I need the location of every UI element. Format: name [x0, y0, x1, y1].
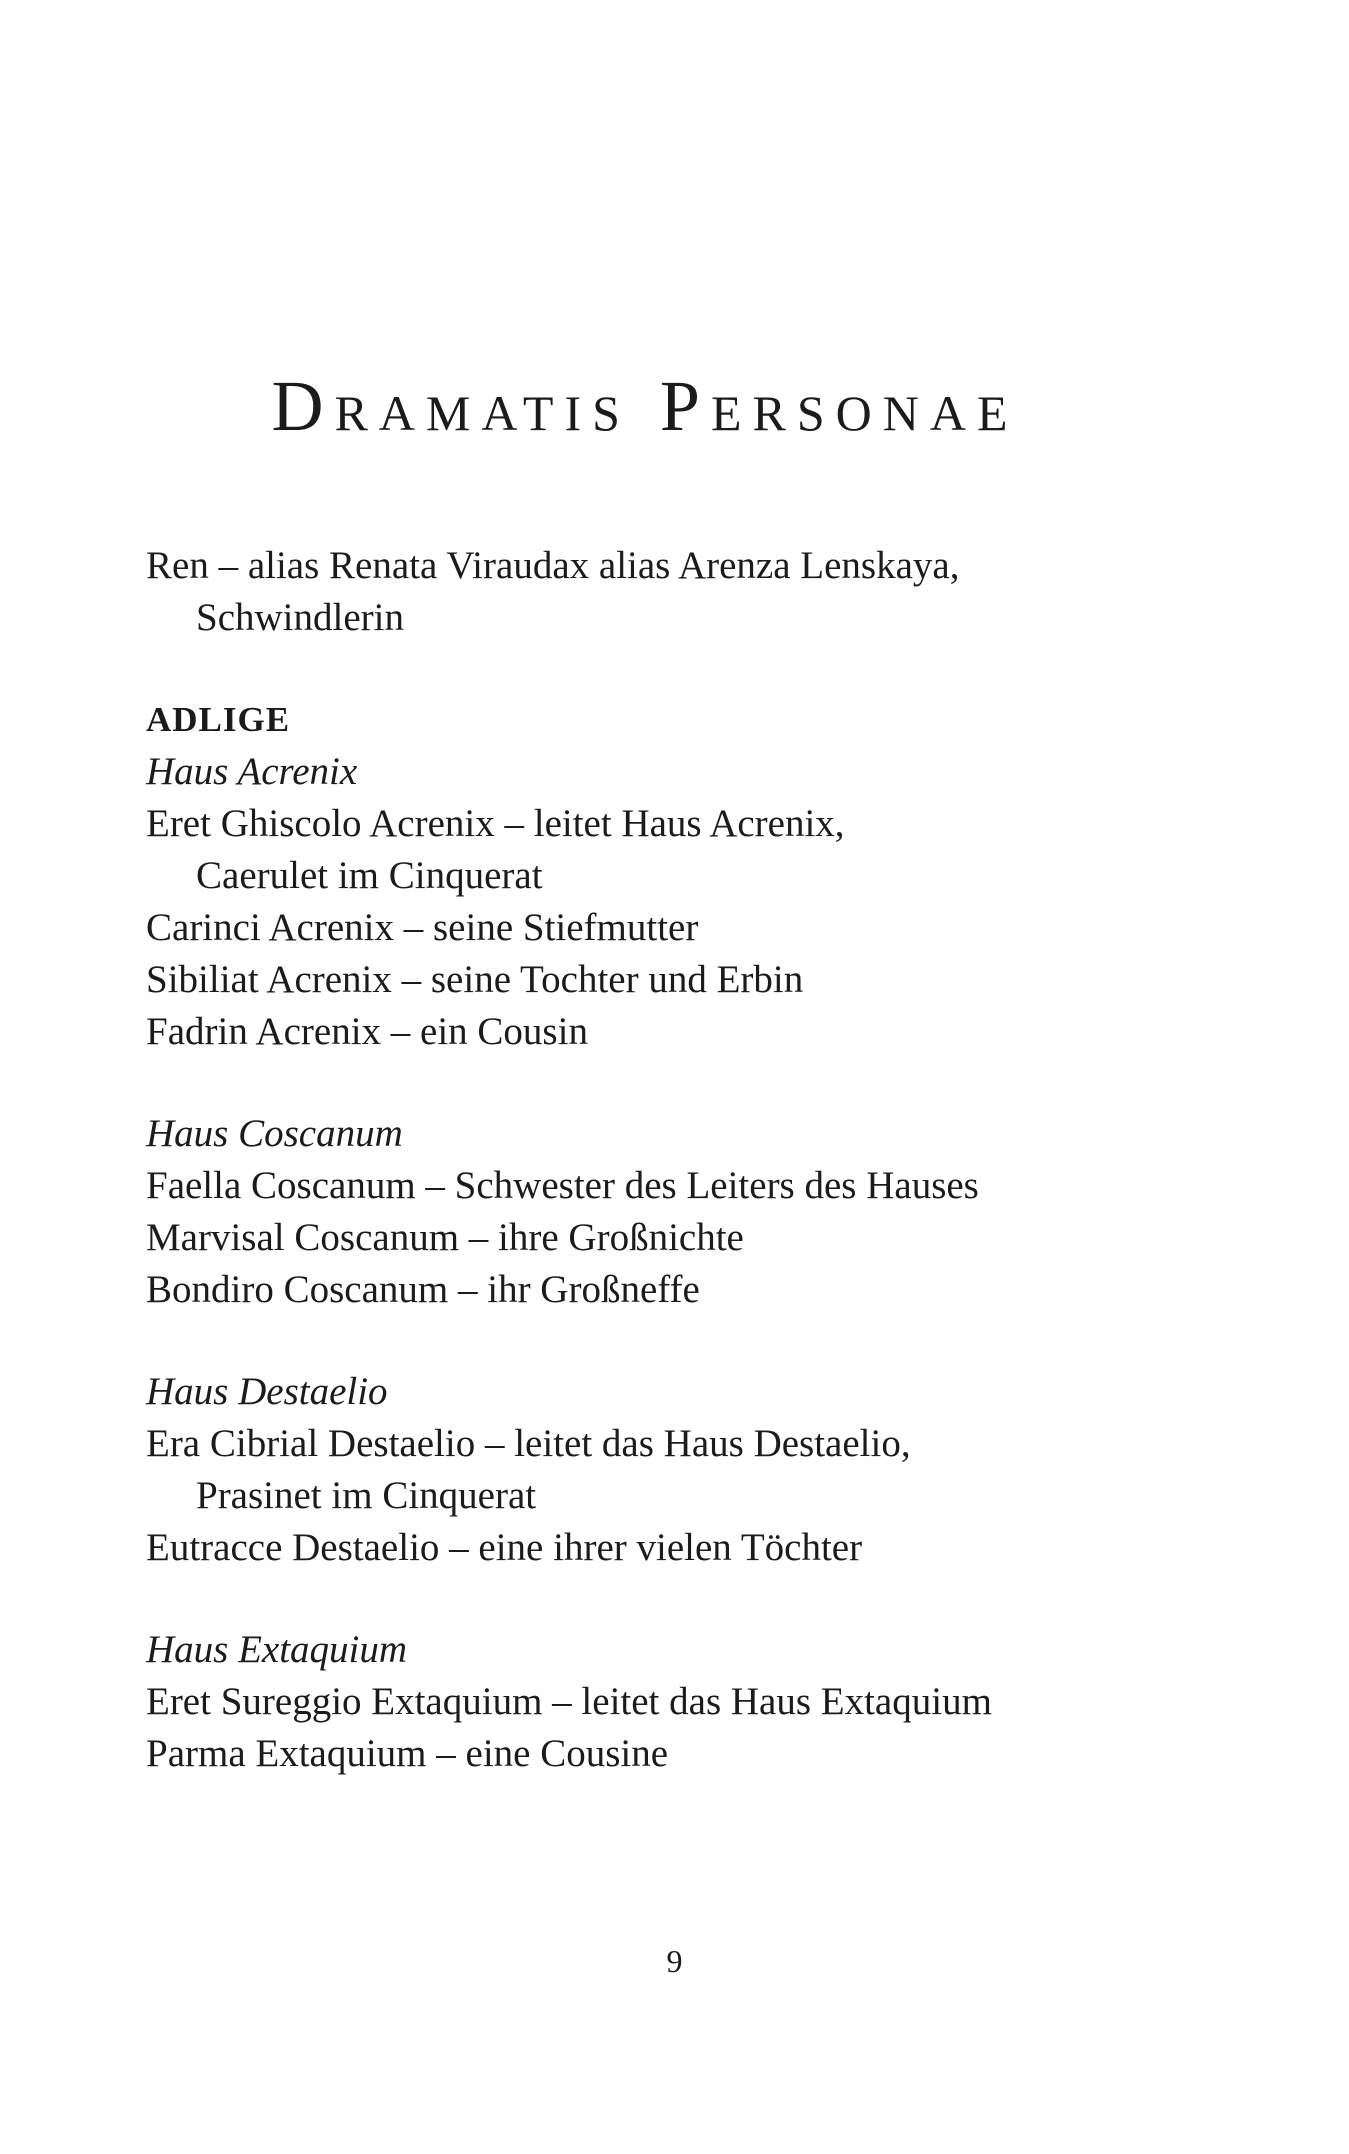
character-entry: Era Cibrial Destaelio – leitet das Haus Destaelio, [146, 1422, 911, 1465]
page-title: Dramatis Personae [271, 366, 1019, 446]
character-entry: Carinci Acrenix – seine Stiefmutter [146, 906, 699, 949]
character-entry: Fadrin Acrenix – ein Cousin [146, 1010, 588, 1053]
house-acrenix [146, 746, 1246, 1058]
house-extaquium [146, 1624, 1246, 1780]
intro-line: Ren – alias Renata Viraudax alias Arenza Lenskaya, [146, 544, 960, 587]
intro-line-continuation: Schwindlerin [196, 596, 404, 639]
house-coscanum [146, 1108, 1246, 1316]
house-destaelio [146, 1366, 1246, 1574]
character-entry: Faella Coscanum – Schwester des Leiters des Hauses [146, 1164, 979, 1207]
character-entry: Eret Sureggio Extaquium – leitet das Haus Extaquium [146, 1680, 992, 1723]
page-number: 9 [666, 1943, 683, 1979]
character-entry: Parma Extaquium – eine Cousine [146, 1732, 669, 1775]
house-title: Haus Acrenix [146, 750, 358, 793]
house-title: Haus Destaelio [146, 1370, 388, 1413]
character-entry: Sibiliat Acrenix – seine Tochter und Erbin [146, 958, 804, 1001]
house-title: Haus Coscanum [146, 1112, 403, 1155]
character-entry: Eutracce Destaelio – eine ihrer vielen Töchter [146, 1526, 863, 1569]
character-entry: Bondiro Coscanum – ihr Großneffe [146, 1268, 700, 1311]
section-heading: ADLIGE [146, 700, 291, 739]
character-entry: Marvisal Coscanum – ihre Großnichte [146, 1216, 744, 1259]
character-list [146, 540, 1246, 1780]
character-entry-continuation: Prasinet im Cinquerat [196, 1474, 537, 1517]
character-entry: Eret Ghiscolo Acrenix – leitet Haus Acrenix, [146, 802, 845, 845]
house-title: Haus Extaquium [146, 1628, 408, 1671]
character-entry-continuation: Caerulet im Cinquerat [196, 854, 543, 897]
